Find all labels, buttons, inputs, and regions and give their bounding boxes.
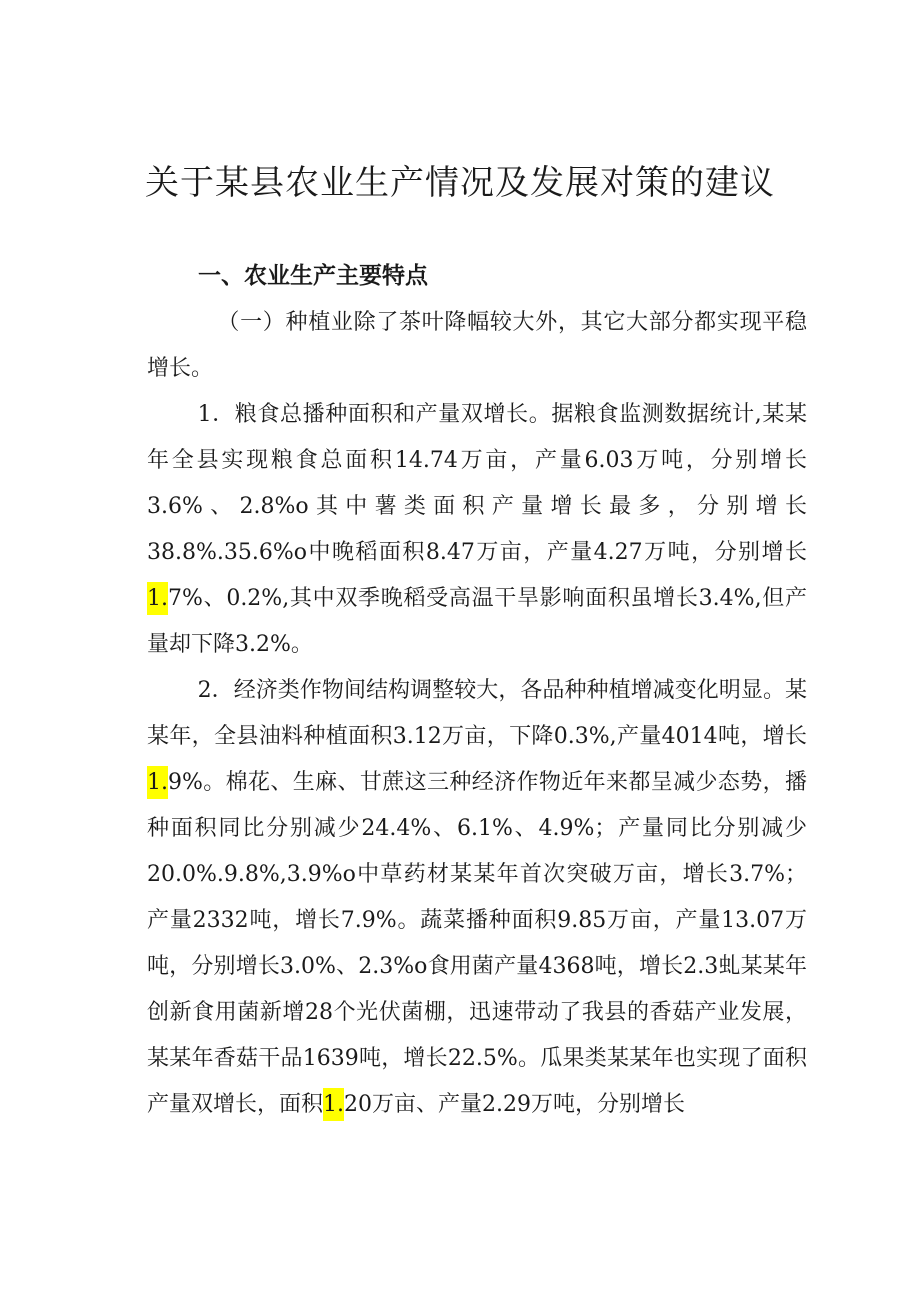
paragraph-text: 20万亩、产量2.29万吨，分别增长 (344, 1092, 685, 1117)
highlighted-text: 1. (147, 582, 168, 615)
paragraph (147, 392, 807, 668)
paragraph (147, 668, 807, 1128)
highlighted-text: 1. (147, 766, 168, 799)
paragraph-text: 2．经济类作物间结构调整较大，各品种种植增减变化明显。某某年，全县油料种植面积3.12万亩，下降0.3%,产量4014吨，增长 (147, 678, 807, 749)
document-title: 关于某县农业生产情况及发展对策的建议 (145, 163, 775, 203)
document-body (147, 300, 807, 1128)
paragraph-text: 1．粮食总播种面积和产量双增长。据粮食监测数据统计,某某年全县实现粮食总面积14.74万亩，产量6.03万吨，分别增长3.6%、2.8%o其中薯类面积产量增长最多，分别增长38.8%.35.6%o中晚稻面积8.47万亩，产量4.27万吨，分别增长 (147, 402, 807, 565)
paragraph-text: 7%、0.2%,其中双季晚稻受高温干旱影响面积虽增长3.4%,但产量却下降3.2%。 (147, 586, 807, 657)
highlighted-text: 1. (323, 1088, 344, 1121)
paragraph-text: 9%。棉花、生麻、甘蔗这三种经济作物近年来都呈减少态势，播种面积同比分别减少24.4%、6.1%、4.9%；产量同比分别减少20.0%.9.8%,3.9%o中草药材某某年首次突破万亩，增长3.7%；产量2332吨，增长7.9%。蔬菜播种面积9.85万亩，产量13.07万吨，分别增长3.0%、2.3%o食用菌产量4368吨，增长2.3虬某某年创新食用菌新增28个光伏菌棚，迅速带动了我县的香菇产业发展，某某年香菇干品1639吨，增长22.5%。瓜果类某某年也实现了面积产量双增长，面积 (147, 770, 807, 1117)
paragraph-text: （一）种植业除了茶叶降幅较大外，其它大部分都实现平稳增长。 (147, 310, 807, 381)
section-heading: 一、农业生产主要特点 (198, 263, 428, 289)
paragraph (147, 300, 807, 392)
